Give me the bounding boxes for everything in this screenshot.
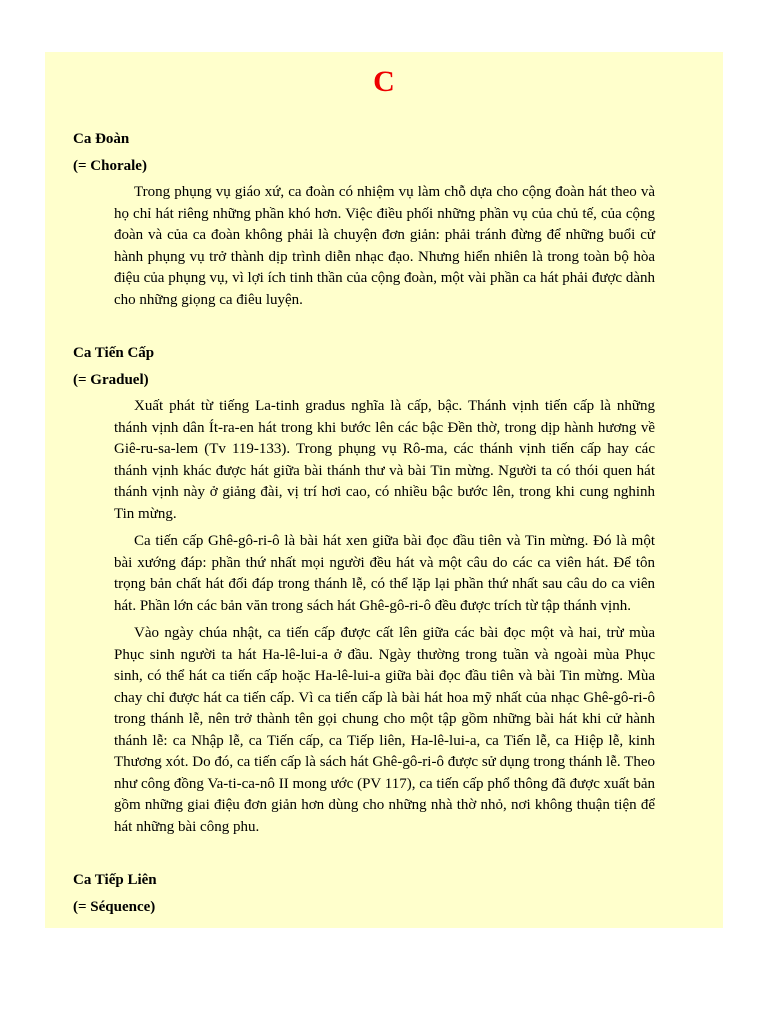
entry-paragraph: Ca tiến cấp Ghê-gô-ri-ô là bài hát xen giữa bài đọc đầu tiên và Tin mừng. Đó là một bài xướng đáp: phần thứ nhất mọi người đều hát và một câu do các ca viên hát. Để tôn trọng bản chất hát đối đáp trong thánh lễ, có thể lặp lại phần thứ nhất sau câu do ca viên hát. Phần lớn các bản văn trong sách hát Ghê-gô-ri-ô đều được trích từ tập thánh vịnh.: [114, 533, 655, 614]
entry-title: Ca Tiến Cấp: [73, 345, 155, 361]
entry-paragraph: Xuất phát từ tiếng La-tinh gradus nghĩa là cấp, bậc. Thánh vịnh tiến cấp là những thánh vịnh dân Ít-ra-en hát trong khi bước lên các bậc Đền thờ, trong dịp hành hương về Giê-ru-sa-lem (Tv 119-133). Trong phụng vụ Rô-ma, các thánh vịnh tiến cấp hay các thánh vịnh khác được hát giữa bài thánh thư và bài Tin mừng. Người ta có thói quen hát thánh vịnh này ở giảng đài, vị trí hơi cao, có nhiều bậc bước lên, trong khi cung nghinh Tin mừng.: [114, 398, 655, 522]
entry-paragraph: Vào ngày chúa nhật, ca tiến cấp được cất lên giữa các bài đọc một và hai, trừ mùa Phục sinh người ta hát Ha-lê-lui-a ở đầu. Ngày thường trong tuần và ngoài mùa Phục sinh, có thể hát ca tiến cấp hoặc Ha-lê-lui-a giữa bài đọc đầu tiên và bài Tin mừng. Mùa chay chỉ được hát ca tiến cấp. Vì ca tiến cấp là bài hát hoa mỹ nhất của nhạc Ghê-gô-ri-ô trong thánh lễ, nên trở thành tên gọi chung cho một tập gồm những bài hát khi cử hành thánh lễ: ca Nhập lễ, ca Tiến cấp, ca Tiếp liên, Ha-lê-lui-a, ca Tiến lễ, ca Hiệp lễ, kinh Thương xót. Do đó, ca tiến cấp là sách hát Ghê-gô-ri-ô được sử dụng trong thánh lễ. Theo như công đồng Va-ti-ca-nô II mong ước (PV 117), ca tiến cấp phổ thông đã được xuất bản gồm những giai điệu đơn giản hơn dùng cho những nhà thờ nhỏ, nơi không thuận tiện để hát những bài công phu.: [114, 625, 655, 835]
entry-alternate-term: (= Séquence): [73, 899, 156, 915]
section-letter-heading: C: [373, 65, 395, 98]
entry-title: Ca Đoàn: [73, 131, 130, 147]
entry-alternate-term: (= Chorale): [73, 158, 147, 174]
entry-alternate-term: (= Graduel): [73, 372, 149, 388]
document-page: [45, 52, 723, 928]
entry-paragraph: Trong phụng vụ giáo xứ, ca đoàn có nhiệm vụ làm chỗ dựa cho cộng đoàn hát theo và họ chỉ hát riêng những phần khó hơn. Việc điều phối những phần vụ của chủ tế, của cộng đoàn và của ca đoàn không phải là chuyện đơn giản: phải tránh đừng để những buổi cử hành phụng vụ trở thành dịp trình diễn nhạc đạo. Nhưng hiển nhiên là trong toàn bộ hòa điệu của phụng vụ, vì lợi ích tinh thần của cộng đoàn, một vài phần ca hát phải được dành cho những giọng ca điêu luyện.: [114, 184, 655, 308]
entry-title: Ca Tiếp Liên: [73, 872, 157, 888]
glossary-entry: [73, 343, 655, 838]
glossary-entry: [73, 129, 655, 311]
glossary-entry: [73, 870, 655, 917]
